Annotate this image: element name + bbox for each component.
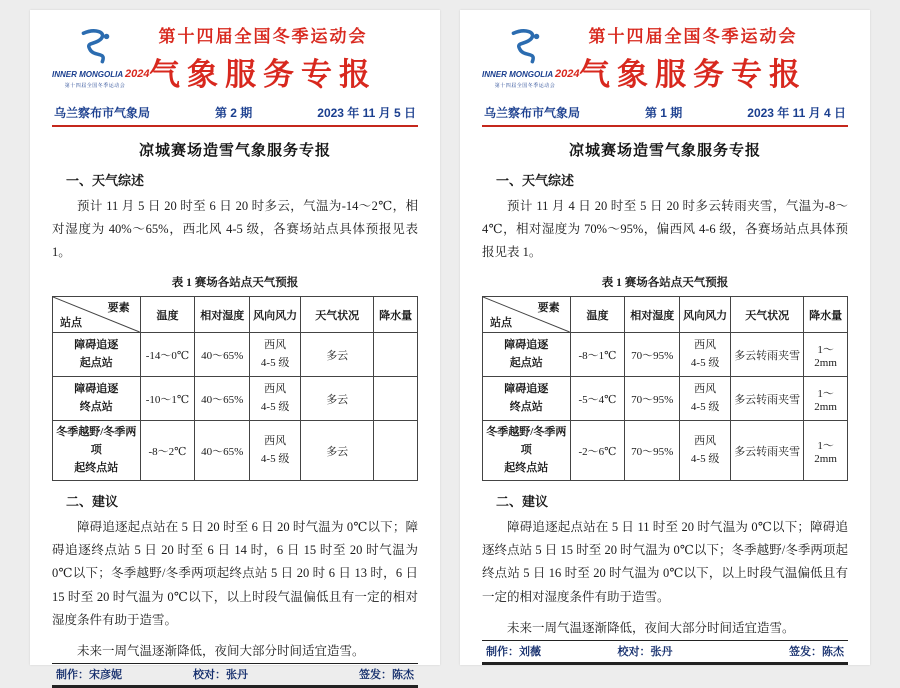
weather-summary-paragraph: 预计 11 月 5 日 20 时至 6 日 20 时多云，气温为-14～2℃，相对湿度为 40%～65%，西北风 4-5 级，各赛场站点具体预报见表 1。	[52, 199, 418, 260]
wind-force: 4-5 级	[260, 356, 290, 369]
suggestions-paragraph: 障碍追逐起点站在 5 日 20 时至 6 日 20 时气温为 0℃以下；障碍追逐终点站 5 日 20 时至 6 日 14 时，6 日 15 时至 20 时气温为 0℃以下；冬季越野/冬季两项起终点站 5 日 20 时 6 日 13 时，6 日 15 时至 20 时气温为 0℃以下，以上时段气温偏低且有一定的相对湿度条件有助于造雪。	[52, 520, 418, 627]
station-line2: 终点站	[79, 400, 113, 413]
table-row	[483, 333, 848, 377]
logo-subtext: 第十四届全国冬季运动会	[64, 83, 126, 89]
humidity-cell: 40～65%	[195, 377, 250, 421]
col-header-precipitation: 降水量	[804, 297, 848, 333]
issue-info-row	[482, 104, 848, 127]
wind-direction: 西风	[264, 383, 287, 396]
issue-info-row	[52, 104, 418, 127]
weather-cell: 多云转雨夹雪	[731, 377, 804, 421]
temperature-cell: -5～4℃	[570, 377, 625, 421]
station-line1: 障碍追逐	[74, 339, 119, 352]
temperature-cell: -8～1℃	[570, 333, 625, 377]
table-header-row	[483, 297, 848, 333]
corner-label-station: 站点	[60, 317, 82, 330]
event-name: 第十四届全国冬季运动会	[158, 27, 368, 46]
wind-direction: 西风	[264, 339, 287, 352]
footer-issuer: 签发：陈杰	[789, 645, 844, 658]
station-name-cell	[483, 333, 571, 377]
issue-date: 2023 年 11 月 5 日	[317, 106, 416, 120]
wind-direction: 西风	[694, 435, 717, 448]
logo-emblem-icon	[73, 27, 117, 69]
document-title: 凉城赛场造雪气象服务专报	[138, 143, 331, 159]
table-row	[53, 421, 418, 481]
temperature-cell: -14～0℃	[140, 333, 195, 377]
wind-cell	[680, 333, 731, 377]
outlook-paragraph: 未来一周气温逐渐降低，夜间大部分时间适宜造雪。	[507, 620, 795, 635]
corner-header-cell	[53, 297, 141, 333]
footer-maker: 制作：宋彦妮	[56, 668, 122, 681]
section-weather-summary-heading: 一、天气综述	[496, 173, 575, 188]
corner-header-cell	[483, 297, 571, 333]
wind-force: 4-5 级	[260, 400, 290, 413]
issue-number: 第 1 期	[644, 106, 683, 120]
humidity-cell: 40～65%	[195, 421, 250, 481]
humidity-cell: 70～95%	[625, 421, 680, 481]
col-header-wind: 风向风力	[680, 297, 731, 333]
station-line2: 起终点站	[504, 461, 549, 474]
station-line1: 障碍追逐	[74, 383, 119, 396]
footer-maker: 制作：刘薇	[486, 645, 541, 658]
signature-footer	[52, 663, 418, 688]
station-line2: 终点站	[509, 400, 543, 413]
bulletin-page-issue-2	[30, 10, 440, 681]
station-line2: 起点站	[509, 356, 543, 369]
col-header-temperature: 温度	[140, 297, 195, 333]
wind-force: 4-5 级	[260, 452, 290, 465]
weather-cell: 多云	[301, 421, 374, 481]
station-name-cell	[483, 377, 571, 421]
masthead-titles	[568, 22, 848, 94]
table-row	[483, 421, 848, 481]
winter-games-logo	[52, 27, 150, 89]
wind-cell	[250, 377, 301, 421]
masthead	[482, 22, 848, 94]
station-line2: 起点站	[79, 356, 113, 369]
bulletin-title: 气象服务专报	[149, 57, 377, 92]
col-header-weather: 天气状况	[731, 297, 804, 333]
outlook-paragraph: 未来一周气温逐渐降低，夜间大部分时间适宜造雪。	[77, 643, 365, 658]
col-header-precipitation: 降水量	[374, 297, 418, 333]
weather-cell: 多云转雨夹雪	[731, 333, 804, 377]
issuing-org: 乌兰察布市气象局	[484, 106, 581, 120]
wind-cell	[250, 421, 301, 481]
temperature-cell: -2～6℃	[570, 421, 625, 481]
table-caption: 表 1 赛场各站点天气预报	[171, 277, 299, 290]
weather-cell: 多云	[301, 333, 374, 377]
humidity-cell: 70～95%	[625, 333, 680, 377]
masthead	[52, 22, 418, 94]
table-row	[53, 333, 418, 377]
wind-direction: 西风	[264, 435, 287, 448]
footer-checker: 校对：张丹	[617, 645, 673, 658]
forecast-table	[52, 296, 418, 481]
precipitation-cell: 1～2mm	[804, 377, 848, 421]
suggestions-paragraph: 障碍追逐起点站在 5 日 11 时至 20 时气温为 0℃以下；障碍追逐终点站 5 日 15 时至 20 时气温为 0℃以下；冬季越野/冬季两项起终点站 5 日 16 时至 20 时气温为 0℃以下，以上时段气温偏低且有一定的相对湿度条件有助于造雪。	[482, 520, 848, 604]
wind-force: 4-5 级	[690, 400, 720, 413]
signature-footer	[482, 640, 848, 665]
weather-cell: 多云转雨夹雪	[731, 421, 804, 481]
station-line2: 起终点站	[74, 461, 119, 474]
humidity-cell: 70～95%	[625, 377, 680, 421]
table-row	[53, 377, 418, 421]
bulletin-title: 气象服务专报	[579, 57, 807, 92]
wind-cell	[680, 377, 731, 421]
wind-direction: 西风	[694, 339, 717, 352]
col-header-humidity: 相对湿度	[625, 297, 680, 333]
weather-cell: 多云	[301, 377, 374, 421]
humidity-cell: 40～65%	[195, 333, 250, 377]
wind-force: 4-5 级	[690, 452, 720, 465]
station-line1: 冬季越野/冬季两项	[56, 426, 137, 456]
wind-cell	[680, 421, 731, 481]
col-header-weather: 天气状况	[301, 297, 374, 333]
winter-games-logo	[482, 27, 580, 89]
table-header-row	[53, 297, 418, 333]
logo-region-text	[52, 68, 150, 81]
wind-force: 4-5 级	[690, 356, 720, 369]
logo-year: 2024	[555, 68, 580, 81]
section-suggestions-heading: 二、建议	[66, 494, 119, 510]
table-caption: 表 1 赛场各站点天气预报	[601, 277, 729, 290]
station-line1: 障碍追逐	[504, 383, 549, 396]
temperature-cell: -10～1℃	[140, 377, 195, 421]
event-name: 第十四届全国冬季运动会	[588, 27, 798, 46]
footer-checker: 校对：张丹	[193, 668, 248, 681]
corner-label-station: 站点	[490, 317, 512, 330]
forecast-table	[482, 296, 848, 481]
wind-cell	[250, 333, 301, 377]
section-suggestions-heading: 二、建议	[496, 494, 549, 510]
logo-subtext: 第十四届全国冬季运动会	[494, 83, 556, 89]
precipitation-cell	[374, 421, 418, 481]
col-header-wind: 风向风力	[250, 297, 301, 333]
document-title: 凉城赛场造雪气象服务专报	[568, 143, 761, 159]
logo-region: INNER MONGOLIA	[52, 70, 123, 80]
masthead-titles	[138, 22, 418, 94]
logo-emblem-icon	[503, 27, 547, 69]
precipitation-cell	[374, 377, 418, 421]
issue-number: 第 2 期	[214, 106, 253, 120]
station-name-cell	[53, 421, 141, 481]
station-line1: 冬季越野/冬季两项	[486, 426, 567, 456]
station-name-cell	[53, 333, 141, 377]
bulletin-page-issue-1	[460, 10, 870, 665]
col-header-temperature: 温度	[570, 297, 625, 333]
corner-label-element: 要素	[107, 302, 130, 315]
col-header-humidity: 相对湿度	[195, 297, 250, 333]
station-line1: 障碍追逐	[504, 339, 549, 352]
logo-year: 2024	[125, 68, 150, 81]
station-name-cell	[53, 377, 141, 421]
precipitation-cell: 1～2mm	[804, 421, 848, 481]
temperature-cell: -8～2℃	[140, 421, 195, 481]
logo-region: INNER MONGOLIA	[482, 70, 553, 80]
precipitation-cell	[374, 333, 418, 377]
weather-summary-paragraph: 预计 11 月 4 日 20 时至 5 日 20 时多云转雨夹雪，气温为-8～4℃，相对湿度为 70%～95%，偏西风 4-6 级，各赛场站点具体预报见表 1。	[482, 199, 848, 260]
precipitation-cell: 1～2mm	[804, 333, 848, 377]
table-row	[483, 377, 848, 421]
issue-date: 2023 年 11 月 4 日	[747, 106, 846, 120]
logo-region-text	[482, 68, 580, 81]
station-name-cell	[483, 421, 571, 481]
corner-label-element: 要素	[537, 302, 560, 315]
section-weather-summary-heading: 一、天气综述	[66, 173, 145, 188]
issuing-org: 乌兰察布市气象局	[54, 106, 151, 120]
footer-issuer: 签发：陈杰	[359, 668, 414, 681]
wind-direction: 西风	[694, 383, 717, 396]
